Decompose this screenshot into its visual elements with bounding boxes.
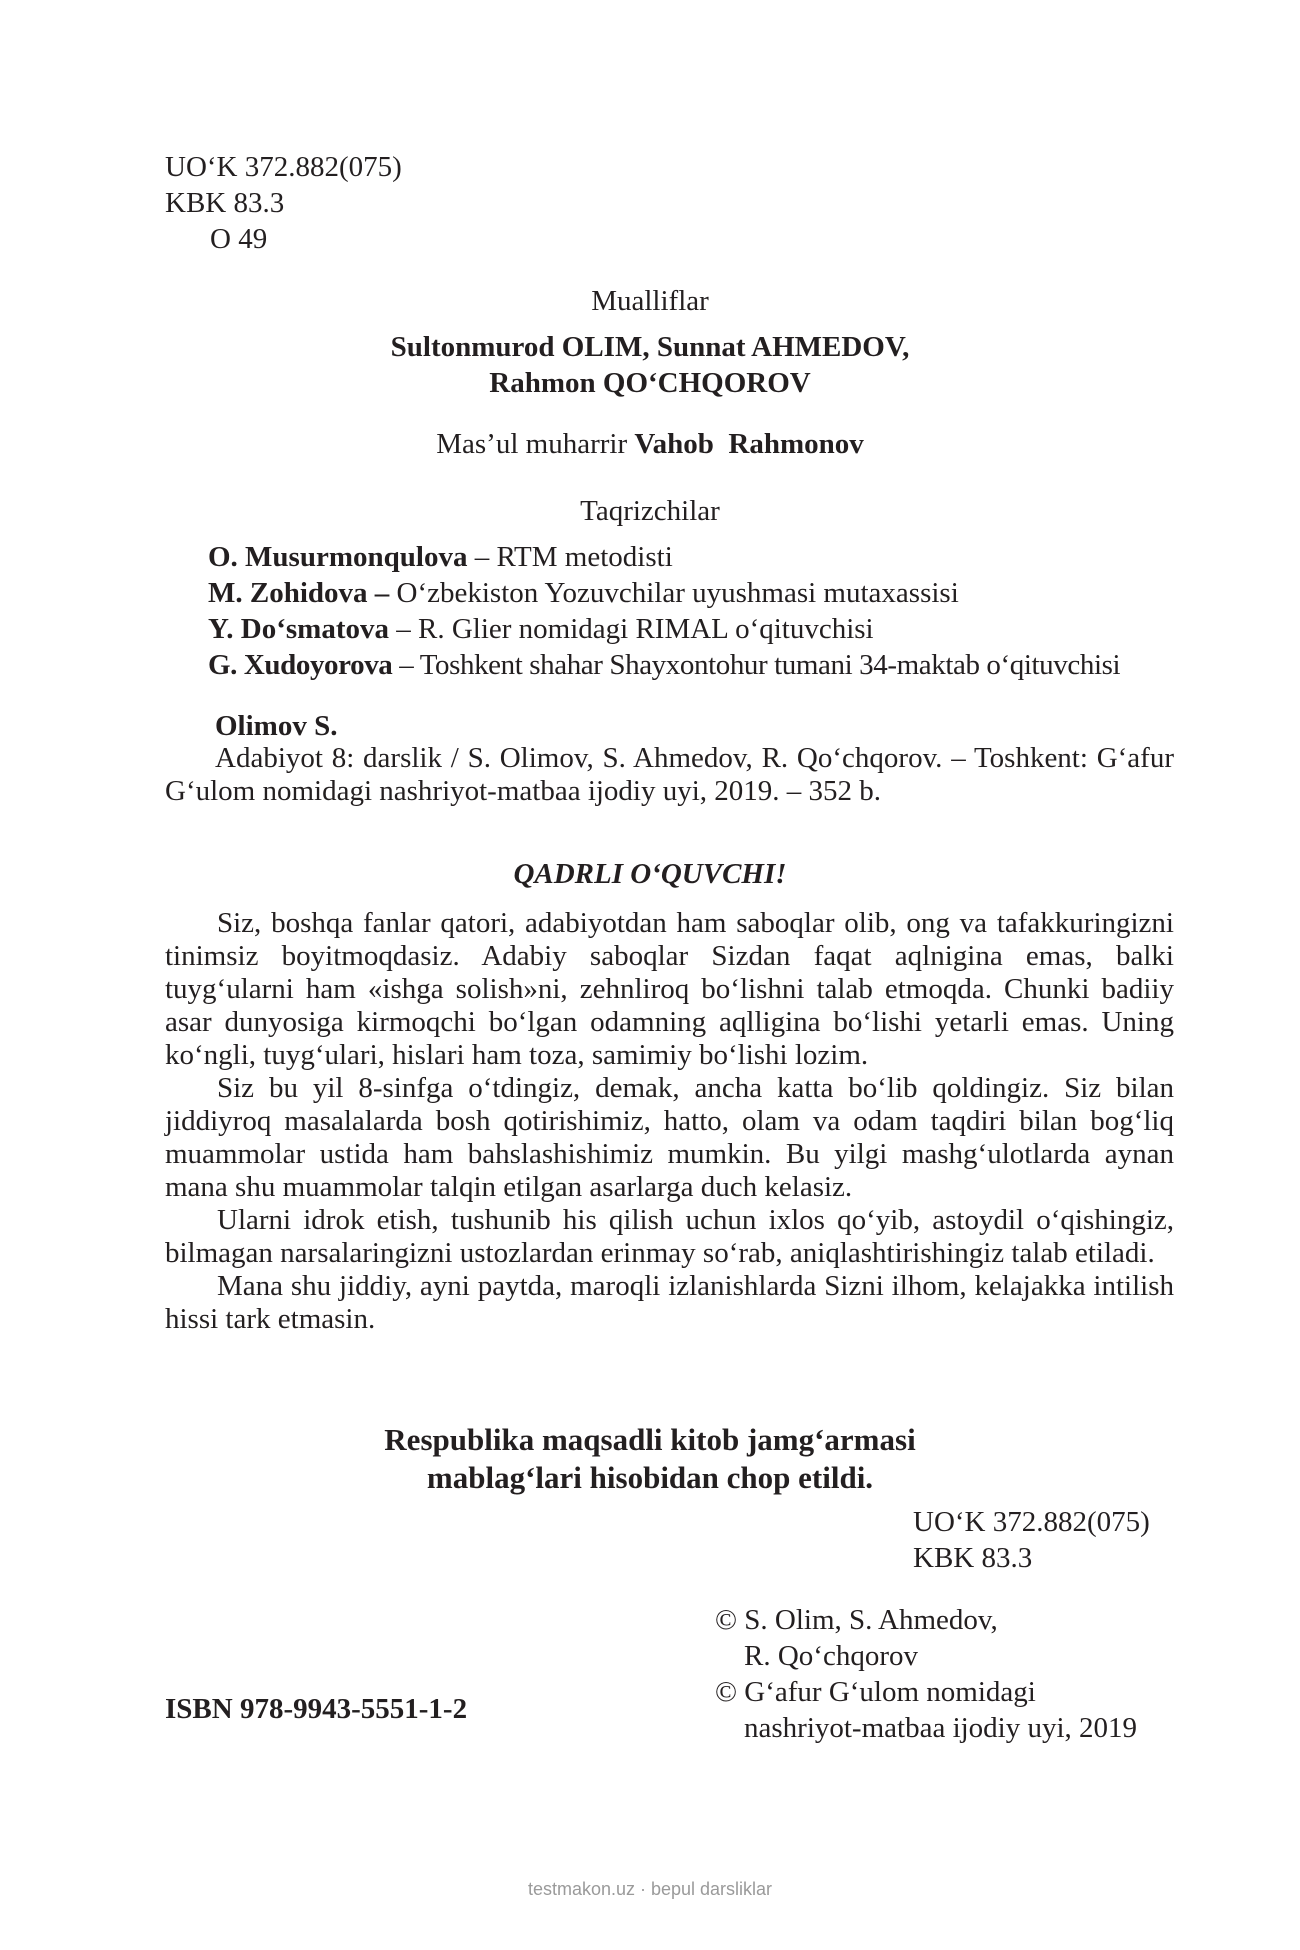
reviewer-name: G. Xudoyorova [208, 649, 393, 681]
reviewer-item [208, 576, 959, 611]
letter-title: QADRLI O‘QUVCHI! [513, 858, 787, 890]
catalog-text: Adabiyot 8: darslik / S. Olimov, S. Ahmedov, R. Qo‘chqorov. – Toshkent: G‘afur G‘ulom nomidagi nashriyot-matbaa ijodiy uyi, 2019. – 352 b. [165, 742, 1174, 807]
reviewer-sep: – [392, 649, 420, 681]
copyright-line-1: © S. Olim, S. Ahmedov, [715, 1604, 998, 1636]
authors-line-2: Rahmon QO‘CHQOROV [489, 367, 811, 399]
reviewer-name: M. Zohidova – [208, 577, 390, 609]
authors-line-1: Sultonmurod OLIM, Sunnat AHMEDOV, [390, 331, 910, 363]
funding-line-1: Respublika maqsadli kitob jamg‘armasi [384, 1422, 916, 1457]
reviewer-name: O. Musurmonqulova [208, 541, 468, 573]
reviewer-sep: – [467, 541, 497, 573]
reviewer-role: Toshkent shahar Shayxontohur tumani 34-maktab o‘qituvchisi [419, 649, 1121, 681]
reviewers-label: Taqrizchilar [580, 495, 720, 527]
reviewer-sep [389, 577, 396, 609]
letter-paragraph: Siz bu yil 8-sinfga o‘tdingiz, demak, ancha katta bo‘lib qoldingiz. Siz bilan jiddiyroq masalalarda bosh qotirishimiz, hatto, olam va odam taqdiri bilan bog‘liq muammolar ustida ham bahslashishimiz mumkin. Bu yilgi mashg‘ulotlarda aynan mana shu muammolar talqin etilgan asarlarga duch kelasiz. [165, 1072, 1174, 1203]
reviewer-name: Y. Do‘smatova [208, 613, 389, 645]
copyright-line-2: R. Qo‘chqorov [744, 1640, 918, 1672]
reviewer-item [208, 612, 874, 647]
copyright-line-4: nashriyot-matbaa ijodiy uyi, 2019 [744, 1712, 1138, 1744]
reviewer-role: O‘zbekiston Yozuvchilar uyushmasi mutaxassisi [396, 577, 959, 609]
isbn: ISBN 978-9943-5551-1-2 [165, 1693, 468, 1725]
footer-note[interactable]: testmakon.uz · bepul darsliklar [527, 1879, 773, 1899]
letter-body [165, 907, 1174, 1336]
udc-code-bottom: UO‘K 372.882(075) [913, 1506, 1150, 1538]
editor-name: Vahob Rahmonov [634, 428, 864, 460]
catalog-entry [165, 742, 1174, 808]
reviewer-item [208, 540, 673, 575]
funding-line-2: mablag‘lari hisobidan chop etildi. [426, 1460, 874, 1495]
editor-label: Mas’ul muharrir [436, 428, 628, 460]
reviewer-role: RTM metodisti [496, 541, 673, 573]
reviewer-item [208, 648, 1120, 683]
authors-label: Mualliflar [591, 285, 709, 317]
reviewer-role: R. Glier nomidagi RIMAL o‘qituvchisi [417, 613, 874, 645]
bbk-code-bottom: KBK 83.3 [913, 1542, 1033, 1574]
letter-paragraph: Mana shu jiddiy, ayni paytda, maroqli izlanishlarda Sizni ilhom, kelajakka intilish hissi tark etmasin. [165, 1270, 1174, 1335]
bbk-code: KBK 83.3 [165, 187, 285, 219]
letter-paragraph: Ularni idrok etish, tushunib his qilish uchun ixlos qo‘yib, astoydil o‘qishingiz, bilmagan narsalaringizni ustozlardan erinmay so‘rab, aniqlashtirishingiz talab etiladi. [165, 1204, 1174, 1269]
copyright-line-3: © G‘afur G‘ulom nomidagi [715, 1676, 1036, 1708]
author-mark: O 49 [210, 223, 268, 255]
editor-line [0, 427, 1300, 462]
reviewer-sep: – [388, 613, 418, 645]
letter-paragraph: Siz, boshqa fanlar qatori, adabiyotdan ham saboqlar olib, ong va tafakkuringizni tinimsiz boyitmoqdasiz. Adabiy saboqlar Sizdan faqat aqlnigina emas, balki tuyg‘ularni ham «ishga solish»ni, zehnliroq bo‘lishni talab etmoqda. Chunki badiiy asar dunyosiga kirmoqchi bo‘lgan odamning aqlligina bo‘lishi yetarli emas. Uning ko‘ngli, tuyg‘ulari, hislari ham toza, samimiy bo‘lishi lozim. [165, 907, 1174, 1071]
catalog-heading: Olimov S. [215, 710, 338, 742]
udc-code: UO‘K 372.882(075) [165, 151, 402, 183]
